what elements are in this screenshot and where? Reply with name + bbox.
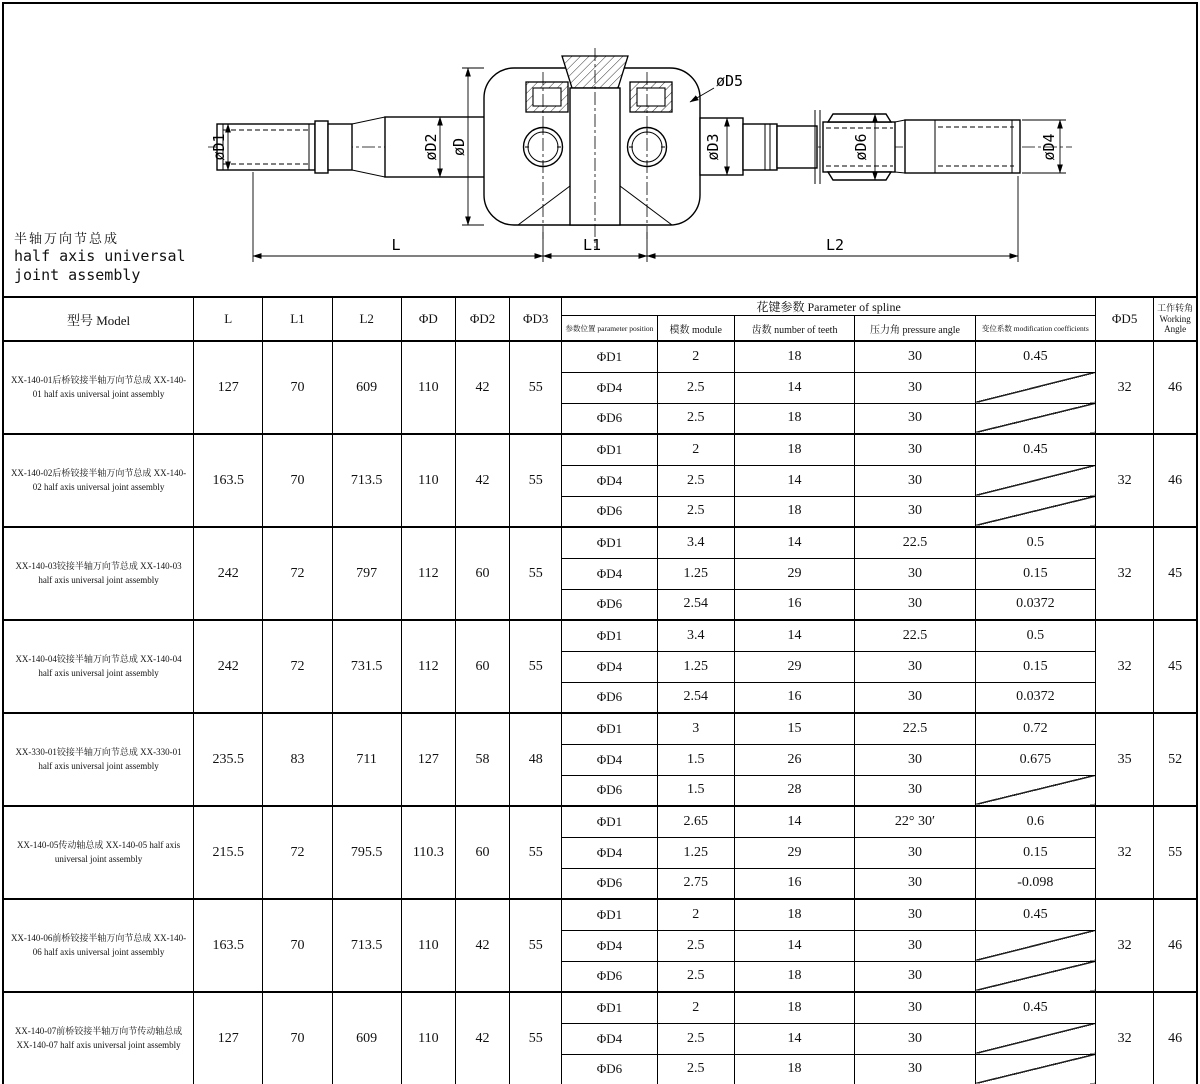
pressure-angle-cell: 30: [855, 868, 975, 899]
working-angle-cell: 46: [1154, 341, 1197, 434]
spline-position-cell: ΦD4: [562, 837, 657, 868]
spec-table: [2, 296, 1198, 1084]
d3-cell: 55: [510, 992, 562, 1084]
header-l2: L2: [332, 297, 401, 341]
model-cell: XX-140-07前桥铰接半轴万向节传动轴总成 XX-140-07 half axis universal joint assembly: [3, 992, 194, 1084]
teeth-cell: 29: [734, 837, 854, 868]
module-cell: 1.25: [657, 651, 734, 682]
header-d5: ΦD5: [1096, 297, 1154, 341]
dim-label-d4: øD4: [1040, 133, 1058, 161]
module-cell: 1.5: [657, 775, 734, 806]
d3-cell: 48: [510, 713, 562, 806]
l-cell: 242: [194, 527, 263, 620]
module-cell: 2.5: [657, 1054, 734, 1084]
d2-cell: 60: [455, 620, 509, 713]
header-working-angle: [1154, 297, 1197, 341]
spline-position-cell: ΦD4: [562, 930, 657, 961]
working-angle-cell: 46: [1154, 992, 1197, 1084]
working-angle-cell: 46: [1154, 899, 1197, 992]
model-cell: XX-140-04铰接半轴万向节总成 XX-140-04 half axis universal joint assembly: [3, 620, 194, 713]
header-pressure-angle: 压力角 pressure angle: [855, 316, 975, 342]
header-parameter-position: 参数位置 parameter position: [562, 316, 657, 342]
spline-top: [828, 114, 891, 122]
pressure-angle-cell: 30: [855, 341, 975, 372]
model-cell: XX-140-01后桥铰接半轴万向节总成 XX-140-01 half axis universal joint assembly: [3, 341, 194, 434]
spline-position-cell: ΦD6: [562, 868, 657, 899]
table-row: [3, 992, 1197, 1023]
table-row: [3, 341, 1197, 372]
l1-cell: 70: [263, 899, 332, 992]
pressure-angle-cell: 30: [855, 372, 975, 403]
pressure-angle-cell: 30: [855, 434, 975, 465]
header-model: 型号 Model: [3, 297, 194, 341]
modification-coefficient-cell: 0.15: [975, 651, 1095, 682]
table-row: [3, 899, 1197, 930]
spline-position-cell: ΦD1: [562, 992, 657, 1023]
dim-label-d5: øD5: [716, 72, 744, 90]
header-working-angle-zh: 工作转角: [1157, 302, 1194, 313]
teeth-cell: 18: [734, 341, 854, 372]
header-number-of-teeth: 齿数 number of teeth: [734, 316, 854, 342]
modification-coefficient-cell: [975, 372, 1095, 403]
spline-position-cell: ΦD6: [562, 1054, 657, 1084]
spline-position-cell: ΦD4: [562, 744, 657, 775]
l1-cell: 70: [263, 992, 332, 1084]
working-angle-cell: 46: [1154, 434, 1197, 527]
pressure-angle-cell: 30: [855, 403, 975, 434]
teeth-cell: 14: [734, 930, 854, 961]
pressure-angle-cell: 30: [855, 899, 975, 930]
d3-cell: 55: [510, 620, 562, 713]
spline-position-cell: ΦD1: [562, 620, 657, 651]
teeth-cell: 16: [734, 868, 854, 899]
modification-coefficient-cell: 0.6: [975, 806, 1095, 837]
working-angle-cell: 55: [1154, 806, 1197, 899]
modification-coefficient-cell: 0.72: [975, 713, 1095, 744]
header-d3: ΦD3: [510, 297, 562, 341]
table-header: [3, 297, 1197, 341]
d5-cell: 32: [1096, 620, 1154, 713]
spline-position-cell: ΦD4: [562, 558, 657, 589]
teeth-cell: 14: [734, 527, 854, 558]
modification-coefficient-cell: [975, 1054, 1095, 1084]
spline-position-cell: ΦD4: [562, 465, 657, 496]
l1-cell: 70: [263, 434, 332, 527]
teeth-cell: 14: [734, 1023, 854, 1054]
teeth-cell: 15: [734, 713, 854, 744]
table-row: [3, 434, 1197, 465]
modification-coefficient-cell: [975, 1023, 1095, 1054]
pressure-angle-cell: 30: [855, 651, 975, 682]
teeth-cell: 14: [734, 372, 854, 403]
spline-position-cell: ΦD4: [562, 1023, 657, 1054]
l1-cell: 83: [263, 713, 332, 806]
l1-cell: 72: [263, 806, 332, 899]
pressure-angle-cell: 30: [855, 992, 975, 1023]
d3-cell: 55: [510, 806, 562, 899]
modification-coefficient-cell: 0.15: [975, 558, 1095, 589]
spline-position-cell: ΦD1: [562, 713, 657, 744]
spline-bottom: [828, 172, 891, 180]
pressure-angle-cell: 30: [855, 1023, 975, 1054]
modification-coefficient-cell: 0.45: [975, 899, 1095, 930]
d5-cell: 32: [1096, 527, 1154, 620]
module-cell: 3.4: [657, 527, 734, 558]
d3-cell: 55: [510, 434, 562, 527]
l1-cell: 70: [263, 341, 332, 434]
teeth-cell: 29: [734, 558, 854, 589]
d5-cell: 32: [1096, 992, 1154, 1084]
d3-cell: 55: [510, 527, 562, 620]
spline-position-cell: ΦD1: [562, 527, 657, 558]
pressure-angle-cell: 22.5: [855, 713, 975, 744]
model-cell: XX-140-03铰接半轴万向节总成 XX-140-03 half axis universal joint assembly: [3, 527, 194, 620]
module-cell: 2.5: [657, 961, 734, 992]
dim-label-d6: øD6: [852, 133, 870, 161]
l2-cell: 797: [332, 527, 401, 620]
spline-position-cell: ΦD1: [562, 434, 657, 465]
pressure-angle-cell: 30: [855, 1054, 975, 1084]
modification-coefficient-cell: 0.45: [975, 992, 1095, 1023]
header-module: 模数 module: [657, 316, 734, 342]
spline-position-cell: ΦD4: [562, 651, 657, 682]
pressure-angle-cell: 30: [855, 465, 975, 496]
module-cell: 2.75: [657, 868, 734, 899]
d5-cell: 32: [1096, 434, 1154, 527]
module-cell: 2.5: [657, 372, 734, 403]
table-body: [3, 341, 1197, 1084]
module-cell: 2: [657, 899, 734, 930]
teeth-cell: 16: [734, 589, 854, 620]
l2-cell: 731.5: [332, 620, 401, 713]
table-row: [3, 527, 1197, 558]
d2-cell: 42: [455, 434, 509, 527]
working-angle-cell: 52: [1154, 713, 1197, 806]
modification-coefficient-cell: [975, 403, 1095, 434]
pressure-angle-cell: 30: [855, 744, 975, 775]
d5-cell: 32: [1096, 341, 1154, 434]
title-chinese: 半轴万向节总成: [14, 231, 120, 246]
l2-cell: 713.5: [332, 899, 401, 992]
spline-position-cell: ΦD6: [562, 496, 657, 527]
modification-coefficient-cell: 0.0372: [975, 589, 1095, 620]
modification-coefficient-cell: [975, 961, 1095, 992]
module-cell: 1.25: [657, 558, 734, 589]
d-cell: 110: [401, 341, 455, 434]
spline-position-cell: ΦD1: [562, 899, 657, 930]
table-row: [3, 806, 1197, 837]
teeth-cell: 18: [734, 434, 854, 465]
title-english-line2: joint assembly: [14, 266, 141, 284]
module-cell: 2: [657, 341, 734, 372]
teeth-cell: 18: [734, 899, 854, 930]
l-cell: 163.5: [194, 899, 263, 992]
d2-cell: 42: [455, 341, 509, 434]
module-cell: 2.5: [657, 1023, 734, 1054]
l2-cell: 711: [332, 713, 401, 806]
modification-coefficient-cell: 0.5: [975, 527, 1095, 558]
d-cell: 110: [401, 992, 455, 1084]
header-l1: L1: [263, 297, 332, 341]
teeth-cell: 14: [734, 620, 854, 651]
l2-cell: 795.5: [332, 806, 401, 899]
spline-position-cell: ΦD4: [562, 372, 657, 403]
l1-cell: 72: [263, 527, 332, 620]
working-angle-cell: 45: [1154, 620, 1197, 713]
module-cell: 2.5: [657, 403, 734, 434]
modification-coefficient-cell: 0.5: [975, 620, 1095, 651]
teeth-cell: 18: [734, 1054, 854, 1084]
l2-cell: 609: [332, 992, 401, 1084]
d5-cell: 32: [1096, 806, 1154, 899]
dim-label-d: øD: [450, 137, 468, 157]
header-d2: ΦD2: [455, 297, 509, 341]
d-cell: 110.3: [401, 806, 455, 899]
header-modification-coefficients: 变位系数 modification coefficients: [975, 316, 1095, 342]
teeth-cell: 18: [734, 403, 854, 434]
table-row: [3, 713, 1197, 744]
d2-cell: 58: [455, 713, 509, 806]
modification-coefficient-cell: [975, 496, 1095, 527]
module-cell: 2.5: [657, 465, 734, 496]
teeth-cell: 14: [734, 465, 854, 496]
modification-coefficient-cell: 0.45: [975, 341, 1095, 372]
model-cell: XX-140-02后桥铰接半轴万向节总成 XX-140-02 half axis universal joint assembly: [3, 434, 194, 527]
dim-label-l: L: [391, 236, 401, 254]
module-cell: 2.5: [657, 930, 734, 961]
module-cell: 2: [657, 992, 734, 1023]
pressure-angle-cell: 30: [855, 589, 975, 620]
pressure-angle-cell: 30: [855, 961, 975, 992]
modification-coefficient-cell: 0.0372: [975, 682, 1095, 713]
d5-cell: 35: [1096, 713, 1154, 806]
teeth-cell: 16: [734, 682, 854, 713]
d2-cell: 60: [455, 806, 509, 899]
model-cell: XX-140-06前桥铰接半轴万向节总成 XX-140-06 half axis universal joint assembly: [3, 899, 194, 992]
module-cell: 2.5: [657, 496, 734, 527]
spline-position-cell: ΦD6: [562, 961, 657, 992]
d5-cell: 32: [1096, 899, 1154, 992]
modification-coefficient-cell: -0.098: [975, 868, 1095, 899]
pressure-angle-cell: 30: [855, 496, 975, 527]
d-cell: 127: [401, 713, 455, 806]
pressure-angle-cell: 22° 30′: [855, 806, 975, 837]
module-cell: 2.54: [657, 682, 734, 713]
dim-label-l1: L1: [582, 236, 602, 254]
teeth-cell: 28: [734, 775, 854, 806]
dim-label-d1: øD1: [210, 133, 228, 161]
joint-housing: [484, 48, 700, 248]
module-cell: 2: [657, 434, 734, 465]
spline-position-cell: ΦD6: [562, 403, 657, 434]
teeth-cell: 26: [734, 744, 854, 775]
module-cell: 1.5: [657, 744, 734, 775]
l-cell: 163.5: [194, 434, 263, 527]
l2-cell: 713.5: [332, 434, 401, 527]
l-cell: 127: [194, 992, 263, 1084]
model-cell: XX-330-01铰接半轴万向节总成 XX-330-01 half axis universal joint assembly: [3, 713, 194, 806]
title-english-line1: half axis universal: [14, 247, 186, 266]
module-cell: 1.25: [657, 837, 734, 868]
pressure-angle-cell: 30: [855, 558, 975, 589]
module-cell: 2.65: [657, 806, 734, 837]
spline-position-cell: ΦD6: [562, 775, 657, 806]
l-cell: 242: [194, 620, 263, 713]
teeth-cell: 18: [734, 992, 854, 1023]
spline-position-cell: ΦD6: [562, 682, 657, 713]
l-cell: 127: [194, 341, 263, 434]
pressure-angle-cell: 22.5: [855, 620, 975, 651]
pressure-angle-cell: 22.5: [855, 527, 975, 558]
d2-cell: 42: [455, 899, 509, 992]
header-spline-group: 花键参数 Parameter of spline: [562, 297, 1096, 316]
d-cell: 110: [401, 899, 455, 992]
modification-coefficient-cell: 0.15: [975, 837, 1095, 868]
modification-coefficient-cell: [975, 465, 1095, 496]
d-cell: 112: [401, 527, 455, 620]
d-cell: 110: [401, 434, 455, 527]
modification-coefficient-cell: [975, 930, 1095, 961]
module-cell: 3: [657, 713, 734, 744]
teeth-cell: 14: [734, 806, 854, 837]
teeth-cell: 29: [734, 651, 854, 682]
table-row: [3, 620, 1197, 651]
dim-label-d3: øD3: [704, 133, 722, 161]
header-d: ΦD: [401, 297, 455, 341]
spline-position-cell: ΦD1: [562, 806, 657, 837]
title-block: [14, 231, 186, 285]
teeth-cell: 18: [734, 496, 854, 527]
d3-cell: 55: [510, 341, 562, 434]
teeth-cell: 18: [734, 961, 854, 992]
spline-position-cell: ΦD6: [562, 589, 657, 620]
pressure-angle-cell: 30: [855, 682, 975, 713]
header-working-angle-en: Working Angle: [1159, 313, 1191, 335]
d2-cell: 60: [455, 527, 509, 620]
modification-coefficient-cell: 0.45: [975, 434, 1095, 465]
l-cell: 235.5: [194, 713, 263, 806]
l2-cell: 609: [332, 341, 401, 434]
module-cell: 2.54: [657, 589, 734, 620]
d2-cell: 42: [455, 992, 509, 1084]
l-cell: 215.5: [194, 806, 263, 899]
pressure-angle-cell: 30: [855, 837, 975, 868]
dim-label-l2: L2: [825, 236, 845, 254]
modification-coefficient-cell: 0.675: [975, 744, 1095, 775]
pressure-angle-cell: 30: [855, 930, 975, 961]
spline-position-cell: ΦD1: [562, 341, 657, 372]
working-angle-cell: 45: [1154, 527, 1197, 620]
pressure-angle-cell: 30: [855, 775, 975, 806]
d3-cell: 55: [510, 899, 562, 992]
header-l: L: [194, 297, 263, 341]
modification-coefficient-cell: [975, 775, 1095, 806]
l1-cell: 72: [263, 620, 332, 713]
d-cell: 112: [401, 620, 455, 713]
model-cell: XX-140-05传动轴总成 XX-140-05 half axis universal joint assembly: [3, 806, 194, 899]
dim-label-d2: øD2: [422, 133, 440, 161]
module-cell: 3.4: [657, 620, 734, 651]
